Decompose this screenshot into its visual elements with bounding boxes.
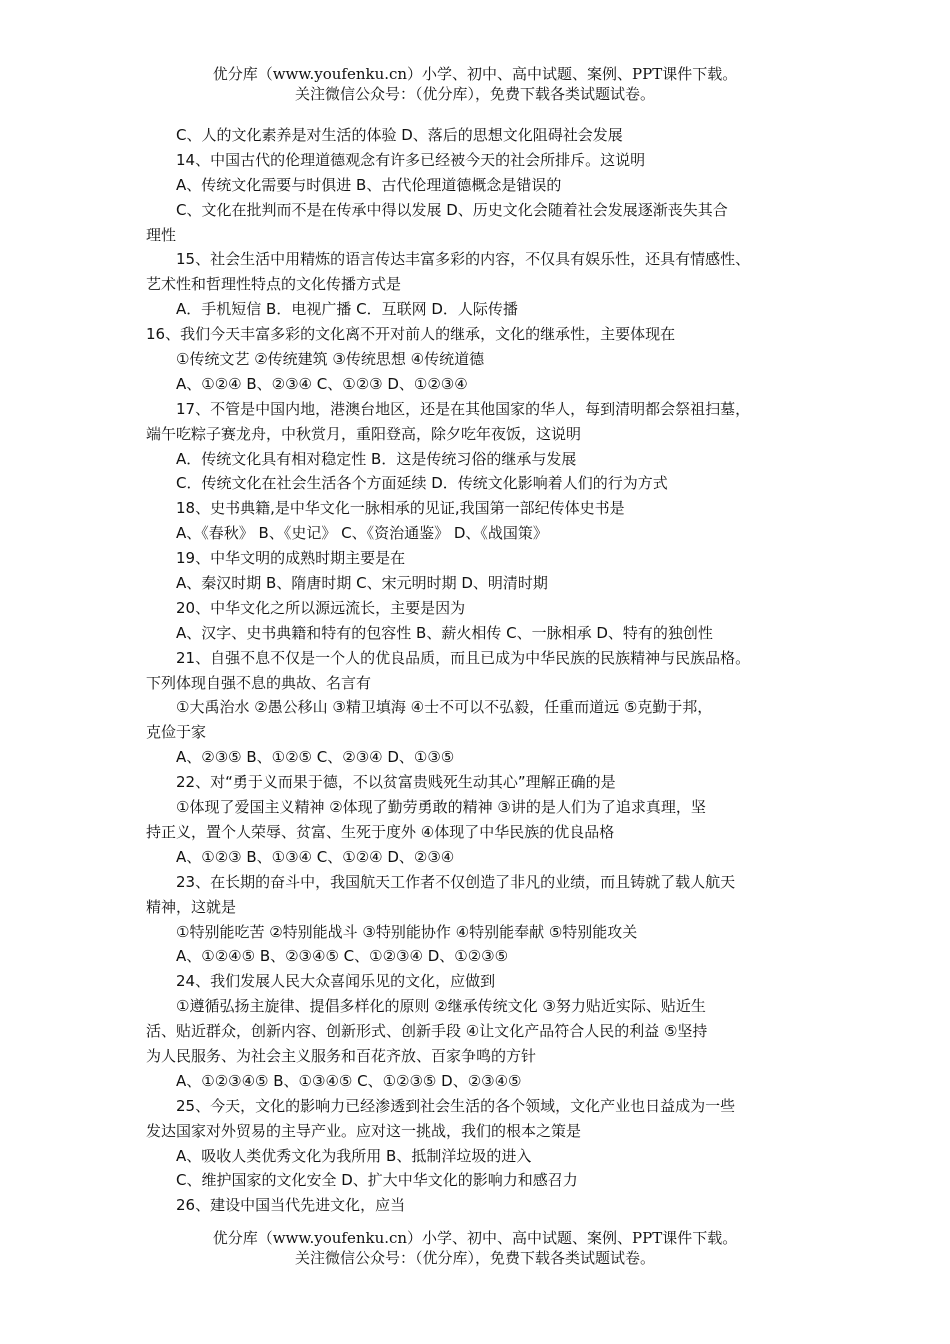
text-line: 24、我们发展人民大众喜闻乐见的文化，应做到 [176,972,496,991]
text-line: A、①②④ B、②③④ C、①②③ D、①②③④ [176,374,468,393]
text-line: 26、建设中国当代先进文化，应当 [176,1196,406,1215]
text-line: ①体现了爱国主义精神 ②体现了勤劳勇敢的精神 ③讲的是人们为了追求真理，坚 [176,798,706,817]
text-line: 下列体现自强不息的典故、名言有 [146,673,372,692]
text-line: A、传统文化需要与时俱进 B、古代伦理道德概念是错误的 [176,175,562,194]
text-line: ①遵循弘扬主旋律、提倡多样化的原则 ②继承传统文化 ③努力贴近实际、贴近生 [176,997,706,1016]
page-header [0,64,950,104]
document-body [146,123,826,1218]
text-line: 发达国家对外贸易的主导产业。应对这一挑战，我们的根本之策是 [146,1121,582,1140]
text-line: C、文化在批判而不是在传承中得以发展 D、历史文化会随着社会发展逐渐丧失其合 [176,200,728,219]
text-line: 端午吃粽子赛龙舟，中秋赏月，重阳登高，除夕吃年夜饭，这说明 [146,424,582,443]
text-line: A．手机短信 B．电视广播 C．互联网 D．人际传播 [176,300,518,319]
text-line: A、汉字、史书典籍和特有的包容性 B、薪火相传 C、一脉相承 D、特有的独创性 [176,623,713,642]
text-line: 14、中国古代的伦理道德观念有许多已经被今天的社会所排斥。这说明 [176,150,646,169]
text-line: A、《春秋》 B、《史记》 C、《资治通鉴》 D、《战国策》 [176,524,548,543]
text-line: 持正义，置个人荣辱、贫富、生死于度外 ④体现了中华民族的优良品格 [146,822,615,841]
text-line: 精神，这就是 [146,897,237,916]
page-footer [0,1228,950,1268]
text-line: A、①②③ B、①③④ C、①②④ D、②③④ [176,847,455,866]
text-line: C．传统文化在社会生活各个方面延续 D．传统文化影响着人们的行为方式 [176,474,668,493]
header-line-1: 优分库（www.youfenku.cn）小学、初中、高中试题、案例、PPT课件下载。 [212,65,738,83]
text-line: ①特别能吃苦 ②特别能战斗 ③特别能协作 ④特别能奉献 ⑤特别能攻关 [176,922,638,941]
text-line: 21、自强不息不仅是一个人的优良品质，而且已成为中华民族的民族精神与民族品格。 [176,648,751,667]
text-line: 活、贴近群众，创新内容、创新形式、创新手段 ④让文化产品符合人民的利益 ⑤坚持 [146,1022,708,1041]
text-line: 为人民服务、为社会主义服务和百花齐放、百家争鸣的方针 [146,1046,537,1065]
footer-line-1: 优分库（www.youfenku.cn）小学、初中、高中试题、案例、PPT课件下载。 [212,1229,738,1247]
text-line: ①传统文艺 ②传统建筑 ③传统思想 ④传统道德 [176,350,485,369]
text-line: 理性 [146,225,177,244]
text-line: 22、对“勇于义而果于德，不以贫富贵贱死生动其心”理解正确的是 [176,773,616,792]
text-line: A．传统文化具有相对稳定性 B．这是传统习俗的继承与发展 [176,449,577,468]
text-line: 18、史书典籍,是中华文化一脉相承的见证,我国第一部纪传体史书是 [176,499,625,518]
text-line: A、①②③④⑤ B、①③④⑤ C、①②③⑤ D、②③④⑤ [176,1071,522,1090]
text-line: 16、我们今天丰富多彩的文化离不开对前人的继承，文化的继承性，主要体现在 [146,325,676,344]
footer-line-2: 关注微信公众号：（优分库），免费下载各类试题试卷。 [294,1249,655,1267]
text-line: ①大禹治水 ②愚公移山 ③精卫填海 ④士不可以不弘毅，任重而道远 ⑤克勤于邦， [176,698,713,717]
text-line: 克俭于家 [146,723,207,742]
text-line: 20、中华文化之所以源远流长，主要是因为 [176,598,466,617]
text-line: A、②③⑤ B、①②⑤ C、②③④ D、①③⑤ [176,748,455,767]
text-line: A、吸收人类优秀文化为我所用 B、抵制洋垃圾的进入 [176,1146,532,1165]
text-line: 25、今天，文化的影响力已经渗透到社会生活的各个领域，文化产业也日益成为一些 [176,1096,736,1115]
text-line: 17、不管是中国内地，港澳台地区，还是在其他国家的华人，每到清明都会祭祖扫墓， [176,399,751,418]
text-line: A、秦汉时期 B、隋唐时期 C、宋元明时期 D、明清时期 [176,574,548,593]
header-line-2: 关注微信公众号：（优分库），免费下载各类试题试卷。 [294,85,655,103]
text-line: C、人的文化素养是对生活的体验 D、落后的思想文化阻碍社会发展 [176,126,623,144]
text-line: A、①②④⑤ B、②③④⑤ C、①②③④ D、①②③⑤ [176,947,509,966]
text-line: 23、在长期的奋斗中，我国航天工作者不仅创造了非凡的业绩，而且铸就了载人航天 [176,872,736,891]
text-line: 艺术性和哲理性特点的文化传播方式是 [146,275,402,294]
text-line: 15、社会生活中用精炼的语言传达丰富多彩的内容，不仅具有娱乐性，还具有情感性、 [176,250,751,269]
text-line: 19、中华文明的成熟时期主要是在 [176,549,406,568]
text-line: C、维护国家的文化安全 D、扩大中华文化的影响力和感召力 [176,1171,578,1190]
